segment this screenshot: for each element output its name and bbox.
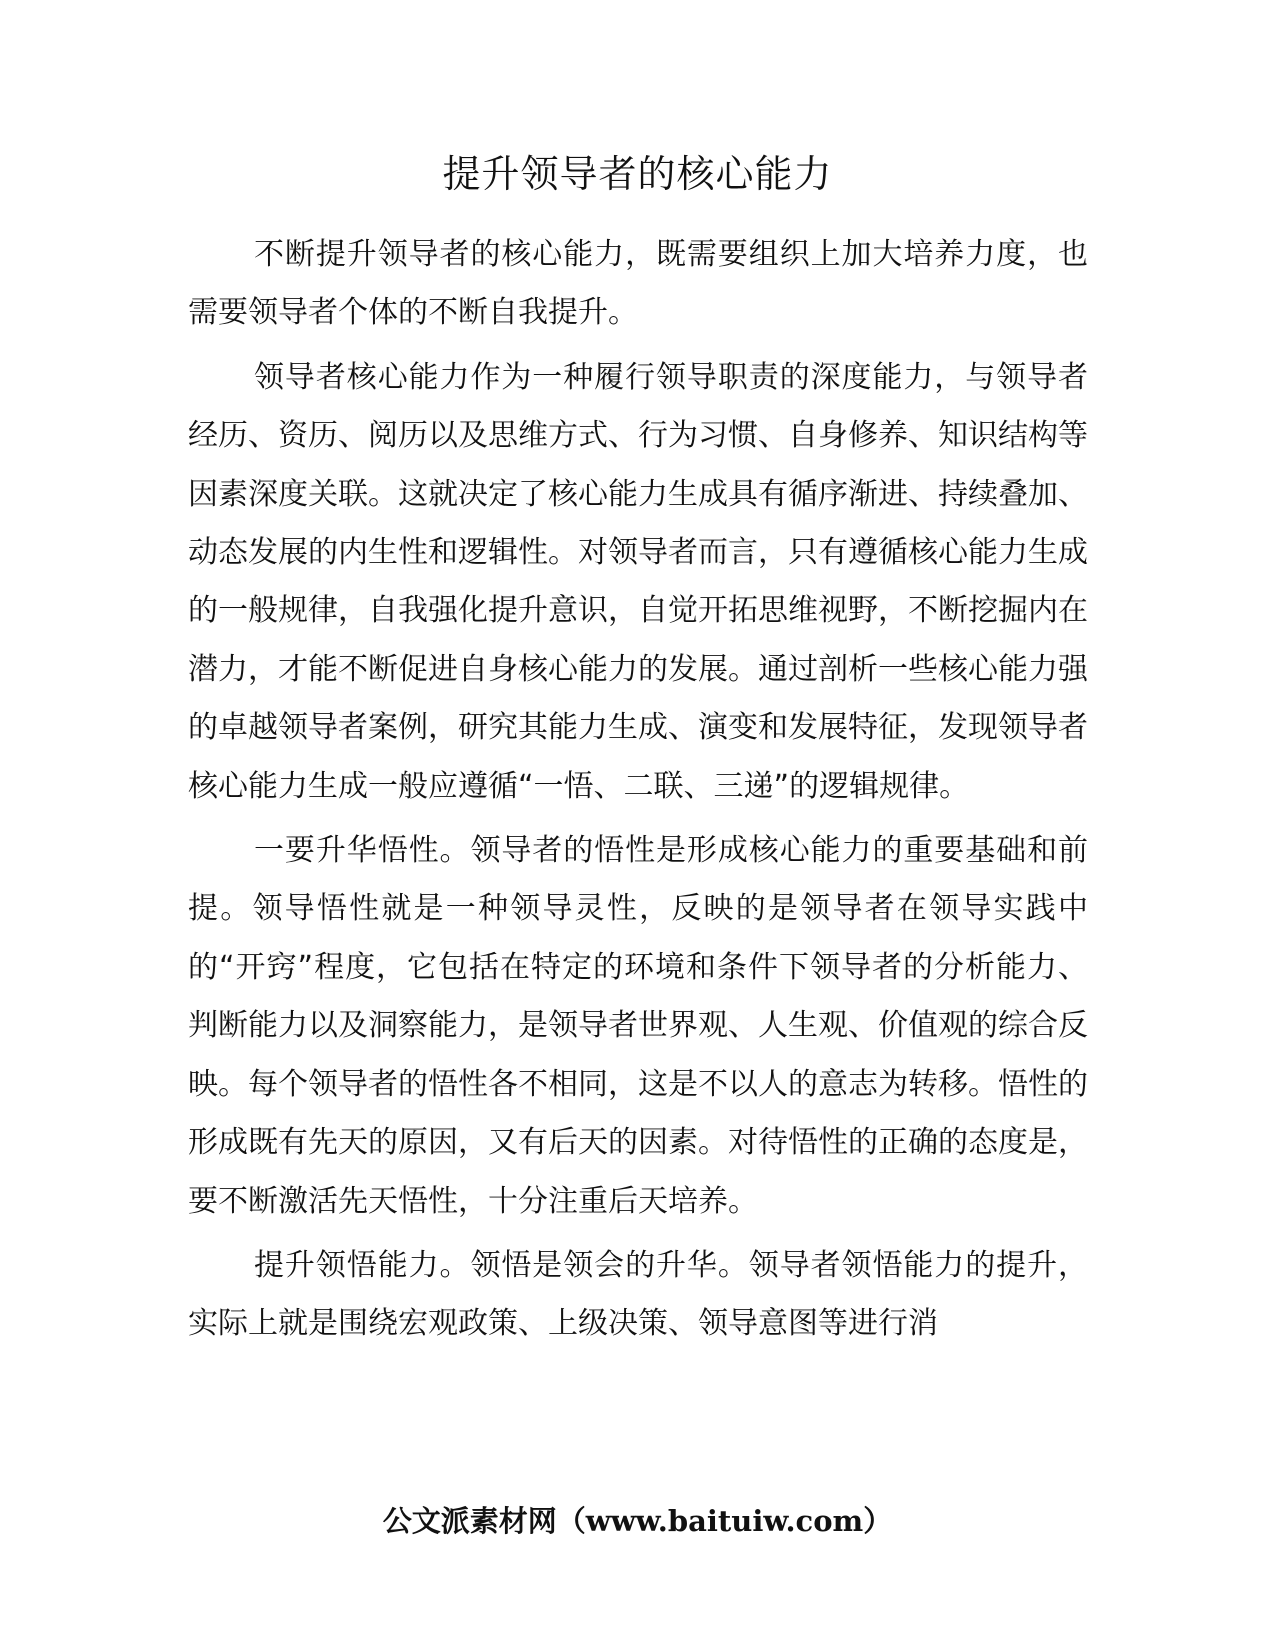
document-body	[188, 226, 1088, 1360]
paragraph-1: 不断提升领导者的核心能力，既需要组织上加大培养力度，也需要领导者个体的不断自我提升。	[188, 237, 1088, 331]
footer-watermark: 公文派素材网（www.baituiw.com）	[382, 1504, 893, 1538]
paragraph-2: 领导者核心能力作为一种履行领导职责的深度能力，与领导者经历、资历、阅历以及思维方式、行为习惯、自身修养、知识结构等因素深度关联。这就决定了核心能力生成具有循序渐进、持续叠加、动态发展的内生性和逻辑性。对领导者而言，只有遵循核心能力生成的一般规律，自我强化提升意识，自觉开拓思维视野，不断挖掘内在潜力，才能不断促进自身核心能力的发展。通过剖析一些核心能力强的卓越领导者案例，研究其能力生成、演变和发展特征，发现领导者核心能力生成一般应遵循“一悟、二联、三递”的逻辑规律。	[188, 359, 1088, 804]
paragraph-4: 提升领悟能力。领悟是领会的升华。领导者领悟能力的提升，实际上就是围绕宏观政策、上级决策、领导意图等进行消	[188, 1247, 1088, 1342]
paragraph-3: 一要升华悟性。领导者的悟性是形成核心能力的重要基础和前提。领导悟性就是一种领导灵性，反映的是领导者在领导实践中的“开窍”程度，它包括在特定的环境和条件下领导者的分析能力、判断能力以及洞察能力，是领导者世界观、人生观、价值观的综合反映。每个领导者的悟性各不相同，这是不以人的意志为转移。悟性的形成既有先天的原因，又有后天的因素。对待悟性的正确的态度是，要不断激活先天悟性，十分注重后天培养。	[188, 833, 1088, 1219]
document-title: 提升领导者的核心能力	[442, 152, 833, 196]
